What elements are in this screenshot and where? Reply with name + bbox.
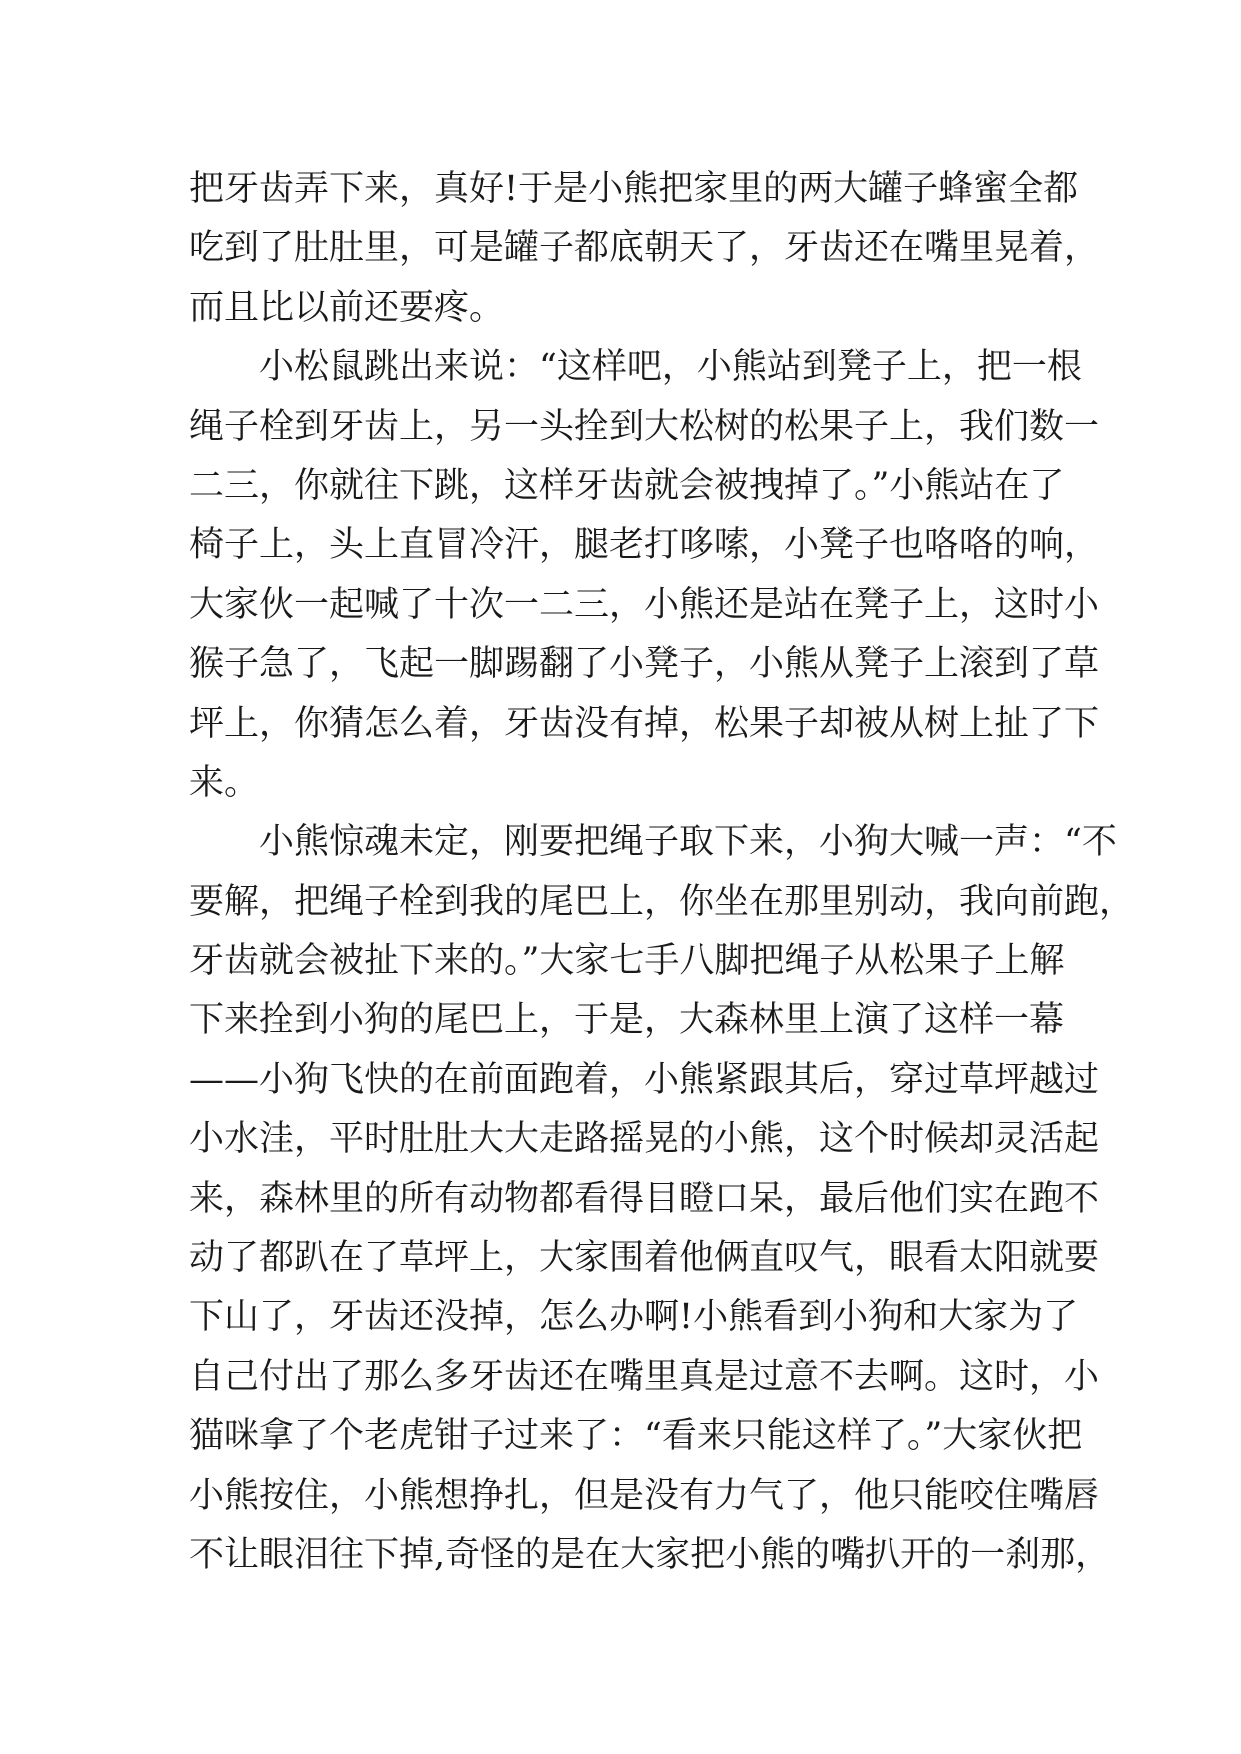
text-line: 小熊惊魂未定，刚要把绳子取下来，小狗大喊一声：“不 <box>259 822 1117 863</box>
text-line: 小熊按住，小熊想挣扎，但是没有力气了，他只能咬住嘴唇 <box>189 1475 1100 1516</box>
text-line: 猫咪拿了个老虎钳子过来了：“看来只能这样了。”大家伙把 <box>189 1416 1083 1457</box>
paragraph-3 <box>189 813 1135 1585</box>
text-line: 小水洼，平时肚肚大大走路摇晃的小熊，这个时候却灵活起 <box>189 1119 1100 1160</box>
text-line: 下山了，牙齿还没掉，怎么办啊!小熊看到小狗和大家为了 <box>189 1297 1079 1338</box>
text-line: 来，森林里的所有动物都看得目瞪口呆，最后他们实在跑不 <box>189 1178 1100 1219</box>
story-text <box>189 160 1135 1585</box>
text-line: 而且比以前还要疼。 <box>189 287 505 328</box>
paragraph-2 <box>189 338 1100 813</box>
text-line: 自己付出了那么多牙齿还在嘴里真是过意不去啊。这时，小 <box>189 1356 1100 1397</box>
text-line: 猴子急了，飞起一脚踢翻了小凳子，小熊从凳子上滚到了草 <box>189 644 1100 685</box>
text-line: 椅子上，头上直冒冷汗，腿老打哆嗦，小凳子也咯咯的响， <box>189 525 1100 566</box>
text-line: 绳子栓到牙齿上，另一头拴到大松树的松果子上，我们数一 <box>189 406 1100 447</box>
text-line: 大家伙一起喊了十次一二三，小熊还是站在凳子上，这时小 <box>189 584 1100 625</box>
text-line: 不让眼泪往下掉,奇怪的是在大家把小熊的嘴扒开的一刹那， <box>189 1534 1111 1575</box>
text-line: 要解，把绳子栓到我的尾巴上，你坐在那里别动，我向前跑， <box>189 881 1135 922</box>
text-line: 动了都趴在了草坪上，大家围着他俩直叹气，眼看太阳就要 <box>189 1238 1100 1279</box>
text-line: ——小狗飞快的在前面跑着，小熊紧跟其后，穿过草坪越过 <box>189 1059 1100 1100</box>
text-line: 小松鼠跳出来说：“这样吧，小熊站到凳子上，把一根 <box>259 347 1082 388</box>
text-line: 下来拴到小狗的尾巴上，于是，大森林里上演了这样一幕 <box>189 1000 1065 1041</box>
text-line: 来。 <box>189 762 260 803</box>
text-line: 二三，你就往下跳，这样牙齿就会被拽掉了。”小熊站在了 <box>189 465 1065 506</box>
text-line: 吃到了肚肚里，可是罐子都底朝天了，牙齿还在嘴里晃着， <box>189 228 1100 269</box>
paragraph-1 <box>189 160 1100 338</box>
text-line: 把牙齿弄下来，真好!于是小熊把家里的两大罐子蜂蜜全都 <box>189 169 1079 209</box>
text-line: 坪上，你猜怎么着，牙齿没有掉，松果子却被从树上扯了下 <box>189 703 1100 744</box>
text-line: 牙齿就会被扯下来的。”大家七手八脚把绳子从松果子上解 <box>189 941 1065 982</box>
